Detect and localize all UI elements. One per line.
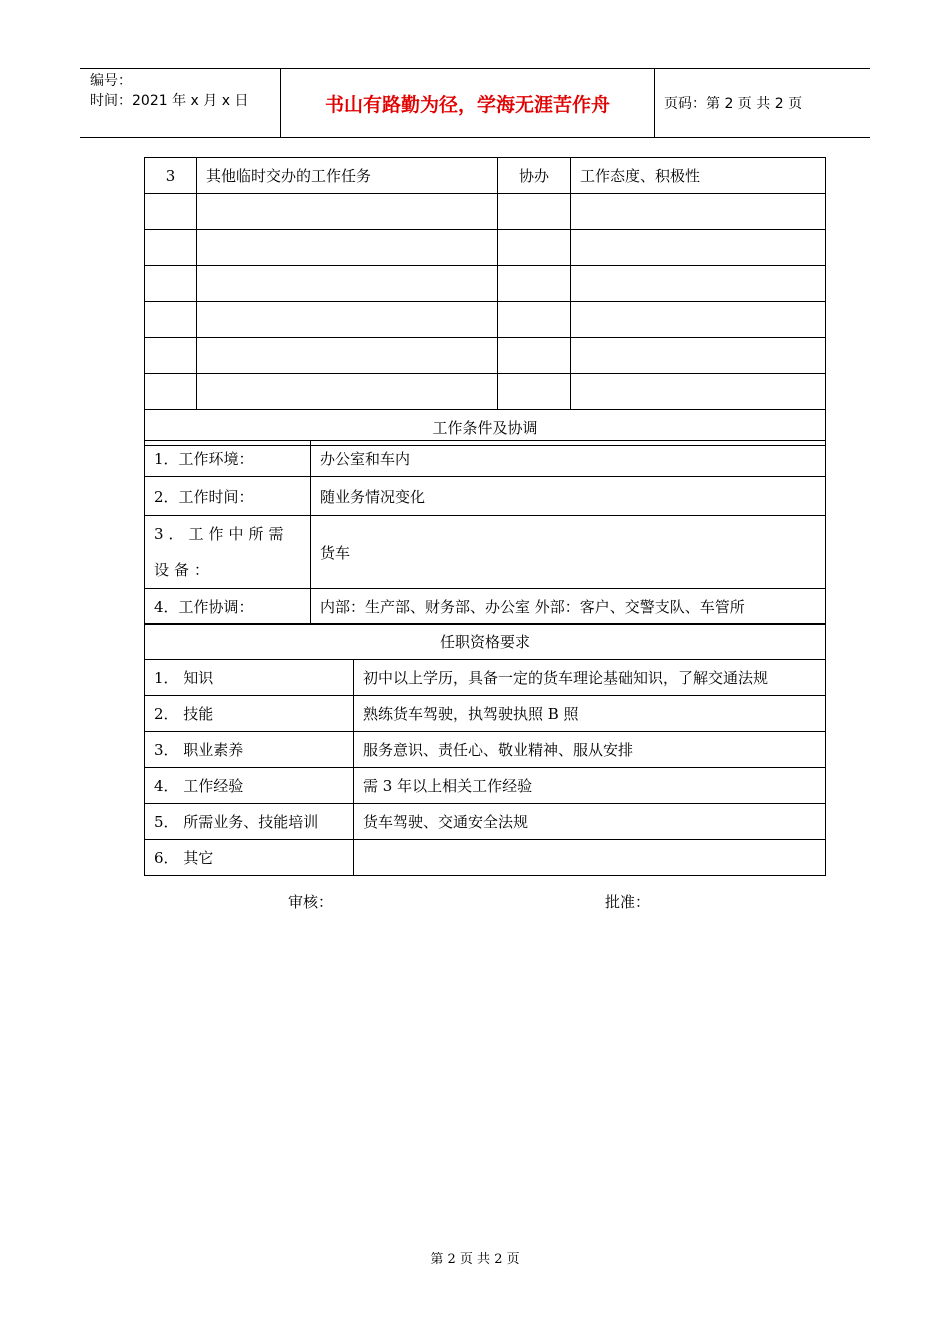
- qualification-value: 服务意识、责任心、敬业精神、服从安排: [354, 732, 826, 768]
- task-no: [145, 374, 197, 410]
- task-standard: [571, 374, 826, 410]
- table-row: [145, 660, 826, 696]
- task-role: [498, 194, 571, 230]
- page-footer: 第 2 页 共 2 页: [430, 1252, 520, 1267]
- review-label: 审核：: [288, 893, 334, 911]
- qualification-label: 5． 所需业务、技能培训: [145, 804, 354, 840]
- condition-label: 4．工作协调：: [145, 589, 311, 625]
- task-role: 协办: [498, 158, 571, 194]
- table-row: [145, 696, 826, 732]
- task-no: [145, 338, 197, 374]
- condition-value: 随业务情况变化: [311, 477, 826, 516]
- task-no: 3: [145, 158, 197, 194]
- qualification-label: 4． 工作经验: [145, 768, 354, 804]
- task-role: [498, 230, 571, 266]
- motto: 书山有路勤为径，学海无涯苦作舟: [281, 69, 655, 137]
- table-row: [145, 441, 826, 477]
- qualification-label: 3． 职业素养: [145, 732, 354, 768]
- qualification-value: 需 3 年以上相关工作经验: [354, 768, 826, 804]
- condition-label: 3．工作中所需设备：: [145, 516, 311, 589]
- table-row: [145, 194, 826, 230]
- qualification-label: 1． 知识: [145, 660, 354, 696]
- task-name: [197, 374, 498, 410]
- condition-label: 1．工作环境：: [145, 441, 311, 477]
- task-role: [498, 374, 571, 410]
- task-table: [144, 157, 826, 446]
- task-name: [197, 194, 498, 230]
- section-title-conditions: 工作条件及协调: [145, 410, 826, 446]
- table-row: [145, 804, 826, 840]
- qualification-value: [354, 840, 826, 876]
- section-header-row: [145, 624, 826, 660]
- time-label: 时间：2021 年 x 月 x 日: [90, 93, 249, 109]
- qualification-label: 6． 其它: [145, 840, 354, 876]
- task-standard: [571, 230, 826, 266]
- task-no: [145, 194, 197, 230]
- condition-value: 货车: [311, 516, 826, 589]
- task-role: [498, 266, 571, 302]
- table-row: [145, 477, 826, 516]
- page-info: 页码：第 2 页 共 2 页: [664, 96, 803, 112]
- table-row: [145, 230, 826, 266]
- qualification-value: 熟练货车驾驶，执驾驶执照 B 照: [354, 696, 826, 732]
- task-standard: 工作态度、积极性: [571, 158, 826, 194]
- number-label: 编号：: [90, 73, 132, 89]
- table-row: [145, 158, 826, 194]
- table-row: [145, 516, 826, 589]
- task-standard: [571, 302, 826, 338]
- table-row: [145, 302, 826, 338]
- section-title-qualifications: 任职资格要求: [145, 624, 826, 660]
- task-name: [197, 230, 498, 266]
- page-header: [80, 68, 870, 138]
- conditions-table: [144, 440, 826, 625]
- table-row: [145, 589, 826, 625]
- header-meta: [80, 69, 281, 137]
- task-name: [197, 302, 498, 338]
- task-role: [498, 302, 571, 338]
- task-standard: [571, 338, 826, 374]
- task-name: [197, 266, 498, 302]
- qualifications-table: [144, 623, 826, 876]
- task-name: [197, 338, 498, 374]
- task-name: 其他临时交办的工作任务: [197, 158, 498, 194]
- qualification-value: 初中以上学历，具备一定的货车理论基础知识，了解交通法规: [354, 660, 826, 696]
- task-standard: [571, 266, 826, 302]
- task-no: [145, 266, 197, 302]
- condition-value: 内部：生产部、财务部、办公室 外部：客户、交警支队、车管所: [311, 589, 826, 625]
- table-row: [145, 266, 826, 302]
- task-role: [498, 338, 571, 374]
- qualification-label: 2． 技能: [145, 696, 354, 732]
- table-row: [145, 374, 826, 410]
- approve-label: 批准：: [605, 893, 651, 911]
- task-no: [145, 230, 197, 266]
- table-row: [145, 732, 826, 768]
- condition-label: 2．工作时间：: [145, 477, 311, 516]
- condition-value: 办公室和车内: [311, 441, 826, 477]
- task-standard: [571, 194, 826, 230]
- table-row: [145, 768, 826, 804]
- table-row: [145, 840, 826, 876]
- table-row: [145, 338, 826, 374]
- qualification-value: 货车驾驶、交通安全法规: [354, 804, 826, 840]
- task-no: [145, 302, 197, 338]
